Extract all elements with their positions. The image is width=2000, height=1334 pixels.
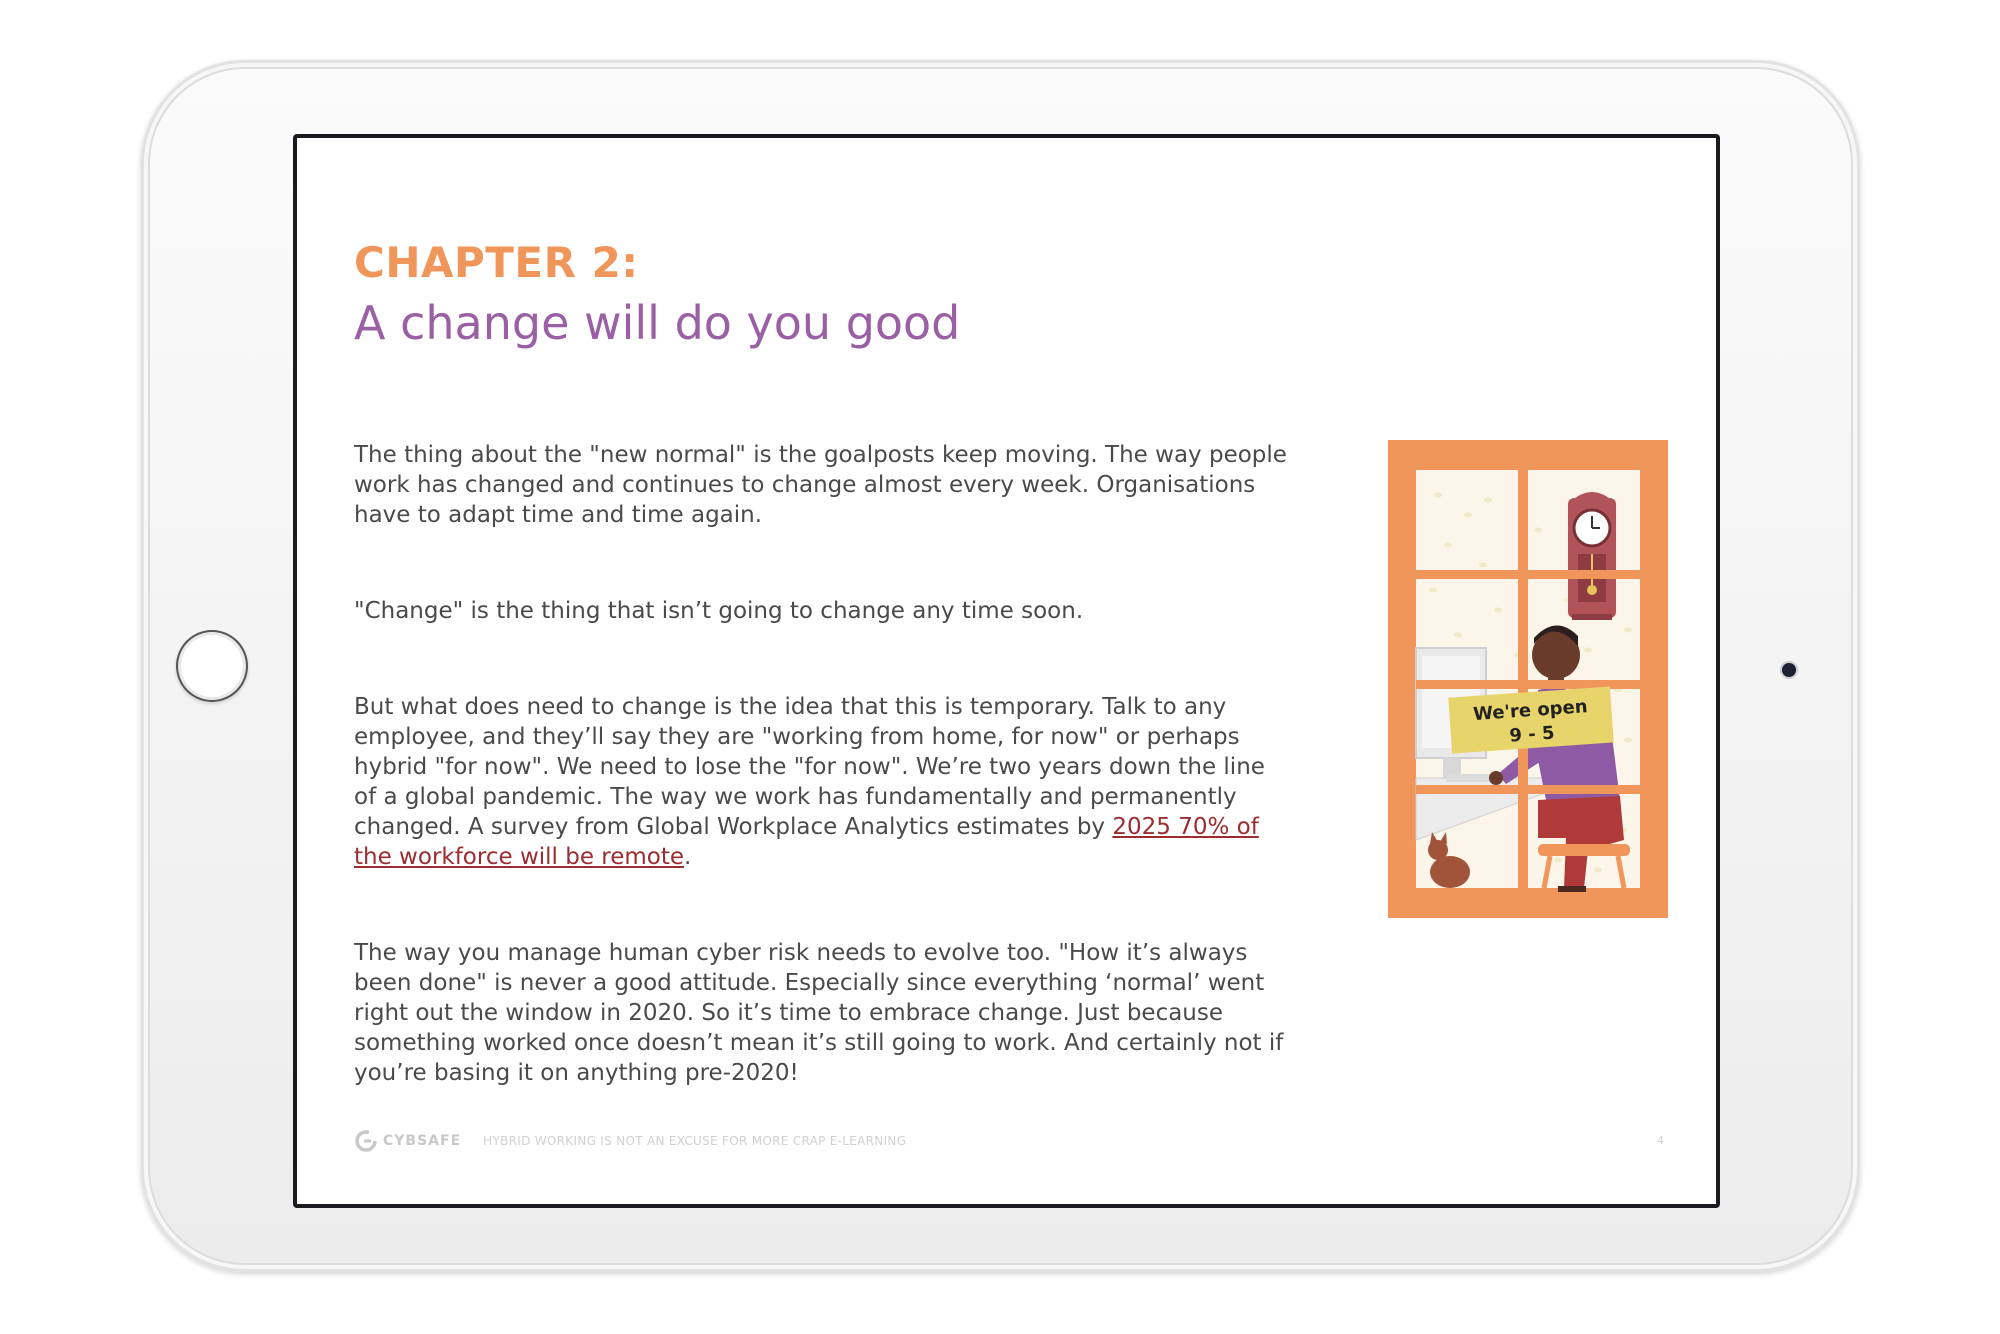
sign-line-1: We're open [1472,696,1589,726]
window-illustration [1388,440,1668,918]
paragraph-temporary-end: . [684,844,692,870]
paragraph-temporary-text: But what does need to change is the idea that this is temporary. Talk to any employee, and they’ll say they are "working from home, for now" or perhaps hybrid "for now". We need to lose the "for now". We’re two years down the line of a global pandemic. The way we work has fundamentally and permanently changed. A survey from Global Workplace Analytics estimates by [354,694,1265,840]
page-number: 4 [1657,1134,1664,1147]
home-button[interactable] [176,630,248,702]
cybsafe-logo [354,1129,461,1153]
paragraph-new-normal: The thing about the "new normal" is the goalposts keep moving. The way people work has changed and continues to change almost every week. Organisations have to adapt time and time again. [354,442,1287,528]
chapter-title: A change will do you good [354,296,961,350]
sign-line-2: 9 - 5 [1508,722,1556,747]
remote-workforce-link[interactable]: 2025 70% of the workforce will be remote [354,814,1259,870]
camera-icon [1782,663,1796,677]
footer-tagline: HYBRID WORKING IS NOT AN EXCUSE FOR MORE CRAP E-LEARNING [483,1134,907,1148]
paragraph-change: "Change" is the thing that isn’t going to change any time soon. [354,598,1084,624]
cybsafe-logo-icon [354,1129,378,1153]
page-footer [354,1128,1664,1154]
footer-brand: CYBSAFE [383,1133,462,1149]
document-page [297,138,1716,1204]
chapter-label: CHAPTER 2: [354,238,639,287]
paragraph-temporary [354,692,1294,872]
paragraph-human-cyber-risk: The way you manage human cyber risk needs to evolve too. "How it’s always been done" is never a good attitude. Especially since everything ‘normal’ went right out the window in 2020. So it’s time to embrace change. Just because something worked once doesn’t mean it’s still going to work. And certainly not if you’re basing it on anything pre-2020! [354,940,1284,1086]
